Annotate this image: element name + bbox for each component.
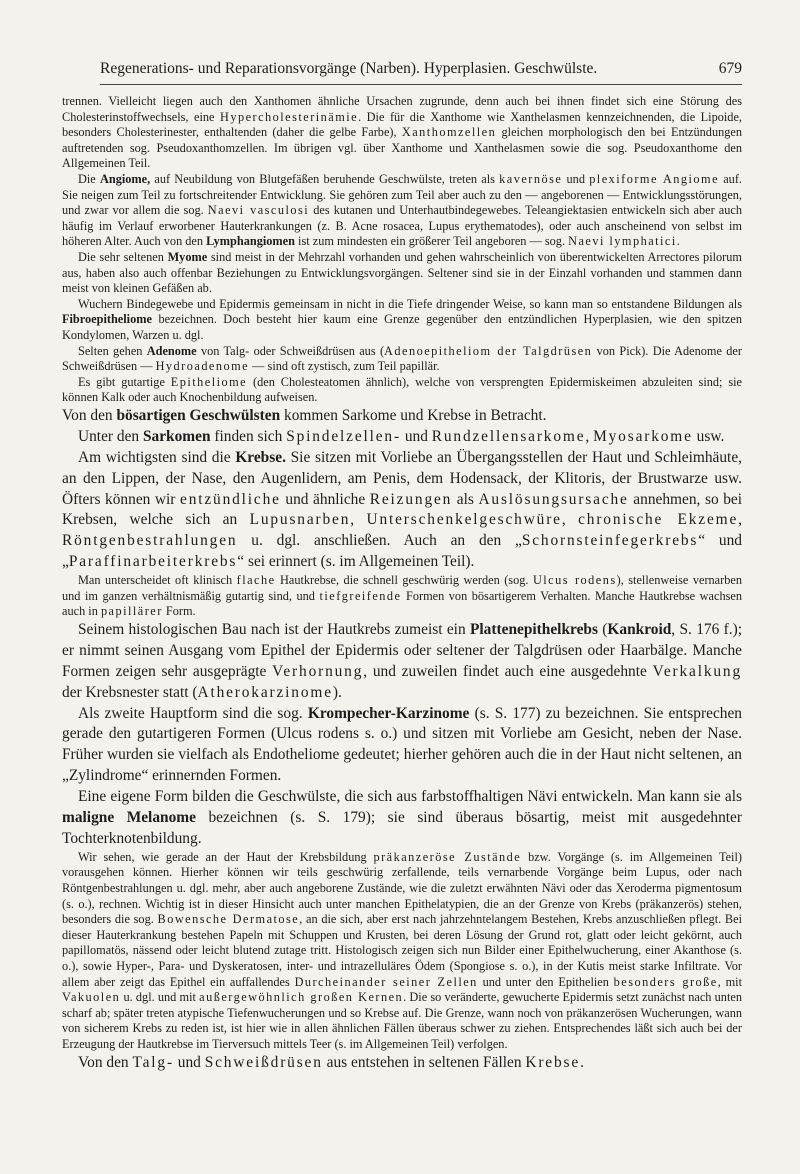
text-run: ), stellenweise vernarben und im ganzen verhältnismäßig gutartig sind, und <box>62 573 742 603</box>
text-run: finden sich <box>210 427 287 445</box>
spaced-term: Paraffinarbeiterkrebs <box>68 553 238 571</box>
bold-term: maligne Melanome <box>62 809 196 827</box>
text-run: und unter den Epithelien <box>477 974 614 989</box>
text-run: Sie sitzen mit Vorliebe an Übergangsstellen der Haut und Schleimhäute, an den Lippen, der Nase, den Augenlidern, am Penis, dem Hodensack, der Klitoris, der Brustwarze usw. Öfters können wir <box>62 448 742 508</box>
text-run: aus entstehen in seltenen Fällen <box>322 1053 526 1071</box>
spaced-term: Naevi vasculosi <box>207 203 310 218</box>
text-run: Als zweite Hauptform sind die sog. <box>78 704 308 722</box>
text-run: von Pick). Die Adenome der Schweißdrüsen — <box>62 343 742 374</box>
paragraph <box>62 427 742 448</box>
text-run: von Talg- oder Schweißdrüsen aus ( <box>196 343 385 358</box>
text-run: — sind oft zystisch, zum Teil papillär. <box>249 359 440 374</box>
spaced-term: Talg- <box>132 1053 174 1071</box>
spaced-term: außergewöhnlich großen Kernen <box>199 990 404 1005</box>
text-run: als <box>452 490 479 508</box>
paragraph <box>62 620 742 704</box>
text-run: , an die sich, aber erst nach jahrzehntelangem Bestehen, Krebs anzuschließen pflegt. Bei dieser Hauterkrankung bestehen Papeln mit Schuppen und Krusten, bei deren Lösung der Grund rot, glatt oder leicht gekörnt, auch papillomatös, nässend oder leicht blutend zutage tritt. Histologisch zeigen sich nun Bilder einer Epithelwucherung, einer Akanthose (s. o.), sowie Hyper-, Para- und Dyskeratosen, inter- und intrazelluläres Ödem (Spongiose s. o.), in der Kutis meist starke Infiltrate. Vor allem aber zeigt das Epithel ein auffallendes <box>62 912 742 989</box>
bold-term: Angiome, <box>99 171 151 186</box>
bold-term: Kankroid <box>607 620 672 638</box>
text-run: und <box>400 427 432 445</box>
running-title: Regenerations- und Reparationsvorgänge (Narben). Hyperplasien. Geschwülste. <box>100 60 598 77</box>
spaced-term: Bowensche Dermatose <box>157 912 300 927</box>
spaced-term: Vakuolen <box>62 990 121 1005</box>
text-run: , <box>561 511 579 529</box>
text-run: trennen. Vielleicht liegen auch den Xanthomen ähnliche Ursachen zugrunde, denn auch bei ihnen findet sich eine Störung des Cholesterinstoffwechsels, eine <box>62 94 742 124</box>
text-run: . <box>580 1053 584 1071</box>
bold-term: Myome <box>167 249 208 264</box>
bold-term: Adenome <box>146 343 197 358</box>
text-run: und <box>173 1053 205 1071</box>
spaced-term: Lupusnarben <box>249 511 351 529</box>
text-run: Wir sehen, wie gerade an der Haut der Krebsbildung <box>78 849 374 864</box>
text-run: auf Neubildung von Blutgefäßen beruhende Geschwülste, treten als <box>150 171 500 186</box>
text-run: , mit <box>717 974 742 989</box>
spaced-term: entzündliche <box>180 490 281 508</box>
text-run: usw. <box>692 427 725 445</box>
text-run: (den Cholesteatomen ähnlich), welche von versprengten Epidermiskeimen abzuleiten sind; sie können Kalk oder auch Knochenbildung aufweisen. <box>62 374 742 405</box>
spaced-term: kavernöse <box>499 171 563 186</box>
text-run: gleichen morphologisch den bei Entzündungen auftretenden sog. Pseudoxanthomzellen. Im übrigen vgl. über Xanthome und Xanthelasmen sowie die sog. Pseudoxanthome den Allgemeinen Teil. <box>62 125 742 171</box>
text-run: , <box>585 427 594 445</box>
paragraph <box>62 406 742 427</box>
text-run: Die sehr seltenen <box>78 249 168 264</box>
text-run: annehmen, so bei Krebsen, welche sich an <box>62 490 743 529</box>
paragraph <box>62 1053 742 1074</box>
body-text <box>62 94 742 1074</box>
text-run: Die <box>78 171 100 186</box>
text-run: ). <box>332 683 342 701</box>
text-run: Es gibt gutartige <box>78 374 171 389</box>
spaced-term: Reizungen <box>369 490 453 508</box>
paragraph <box>62 250 742 297</box>
spaced-term: Atherokarzinome <box>197 683 333 701</box>
text-run: “ und „ <box>62 532 742 571</box>
spaced-term: tiefgreifende <box>319 588 402 603</box>
spaced-term: Verhornung <box>272 662 364 680</box>
paragraph <box>62 448 742 573</box>
spaced-term: Naevi lymphatici <box>568 234 677 249</box>
spaced-term: Hypercholesterinämie <box>219 109 359 124</box>
bold-term: Krompecher-Karzinome <box>307 704 470 722</box>
text-run: Von den <box>78 1053 133 1071</box>
text-run: Man unterscheidet oft klinisch <box>78 573 237 588</box>
spaced-term: chronische Ekzeme <box>578 511 739 529</box>
text-run: bzw. Vorgänge (s. im Allgemeinen Teil) vorausgehen können. Hierher können wir teils geschwürig zerfallende, teils vernarbende Vorgänge beim Lupus, oder nach Röntgenbestrahlungen u. dgl. mehr, aber auch angeborene Zustände, wie die zuletzt erwähnten Nävi oder das Xeroderma pigmentosum (s. o.), rechnen. Wichtig ist in dieser Hinsicht auch unter manchen Epithelatypien, die an der Grenze von Krebs (präkanzerös) stehen, besonders die sog. <box>62 849 742 927</box>
spaced-term: präkanzeröse Zustände <box>373 849 522 864</box>
text-run: . <box>676 234 680 249</box>
paragraph <box>62 704 742 788</box>
spaced-term: Epitheliome <box>170 374 248 389</box>
text-run: Von den <box>62 406 117 424</box>
running-header <box>100 60 742 84</box>
spaced-term: besonders große <box>613 974 718 989</box>
text-run: , <box>738 511 742 529</box>
text-run: u. dgl. und mit <box>120 990 200 1005</box>
spaced-term: Verkalkung <box>652 662 742 680</box>
spaced-term: Xanthomzellen <box>401 125 497 140</box>
paragraph <box>62 172 742 250</box>
text-run: kommen Sarkome und Krebse in Betracht. <box>280 406 547 424</box>
text-run: , <box>350 511 367 529</box>
text-run: Unter den <box>78 427 143 445</box>
spaced-term: Spindelzellen- <box>286 427 401 445</box>
spaced-term: Schweißdrüsen <box>204 1053 323 1071</box>
spaced-term: Krebse <box>525 1053 581 1071</box>
spaced-term: flache <box>236 573 276 588</box>
text-run: bezeichnen. Doch besteht hier kaum eine Grenze gegenüber den entzündlichen Hyperplasien, wie den spitzen Kondylomen, Warzen u. dgl. <box>62 312 742 342</box>
text-run: und ähnliche <box>280 490 370 508</box>
paragraph <box>62 850 742 1053</box>
spaced-term: Auslösungsursache <box>478 490 629 508</box>
spaced-term: Myosarkome <box>593 427 693 445</box>
spaced-term: papillärer <box>100 604 163 619</box>
spaced-term: Ulcus rodens <box>532 573 617 588</box>
spaced-term: Adenoepitheliom der Talgdrüsen <box>384 343 593 358</box>
text-run: , und zuweilen findet auch eine ausgedehnte <box>363 662 653 680</box>
text-run: ( <box>597 620 608 638</box>
spaced-term: Röntgenbestrahlungen <box>62 532 238 550</box>
text-run: (s. S. 177) zu bezeichnen. Sie entsprechen gerade den gutartigeren Formen (Ulcus rodens s. o.) und sitzen mit Vorliebe am Gesicht, neben der Nase. Früher wurden sie vielfach als Endotheliome gedeutet; hierher gehören auch die in der Haut nicht seltenen, an „Zylindrome“ erinnernden Formen. <box>62 704 743 785</box>
bold-term: Sarkomen <box>142 427 211 445</box>
text-run: und <box>562 171 590 186</box>
text-run: des kutanen und Unterhautbindegewebes. Teleangiektasien entwickeln sich aber auch häufig im Verlauf erworbener Hauterkrankungen (z. B. Acne rosacea, Lupus erythematodes), oder auch anscheinend von selbst im höheren Alter. Auch von den <box>62 203 742 249</box>
paragraph <box>62 94 742 172</box>
text-run: ist zum mindesten ein größerer Teil angeboren — sog. <box>294 234 569 249</box>
paragraph <box>62 344 742 375</box>
spaced-term: plexiforme Angiome <box>589 171 720 186</box>
text-run: Hautkrebse, die schnell geschwürig werden (sog. <box>275 573 533 588</box>
bold-term: Krebse. <box>235 448 286 466</box>
text-run: Eine eigene Form bilden die Geschwülste, die sich aus farbstoffhaltigen Nävi entwickeln. Man kann sie als <box>78 788 742 806</box>
paragraph <box>62 573 742 620</box>
text-run: . Die für die Xanthome wie Xanthelasmen kennzeichnenden, die Lipoide, besonders Cholesterinester, enthaltenden (daher die gelbe Farbe), <box>62 109 742 140</box>
header-rule <box>100 84 742 85</box>
paragraph <box>62 297 742 344</box>
text-run: Wuchern Bindegewebe und Epidermis gemeinsam in nicht in die Tiefe dringender Weise, so kann man so entstandene Bildungen als <box>78 296 742 311</box>
text-run: bezeichnen (s. S. 179); sie sind überaus bösartig, meist mit ausgedehnter Tochterknotenbildung. <box>62 809 742 847</box>
spaced-term: Schornsteinfegerkrebs <box>521 532 699 550</box>
text-run: der Krebsnester statt ( <box>62 683 198 701</box>
text-run: Formen von bösartigerem Verhalten. Manche Hautkrebse wachsen auch in <box>62 588 742 619</box>
bold-term: Plattenepithelkrebs <box>469 620 598 638</box>
text-run: Form. <box>162 604 196 619</box>
text-run: auf. Sie neigen zum Teil zu fortschreitender Entwicklung. Sie gehören zum Teil aber auch zu den — angeborenen — Entwicklungsstörungen, und zwar vor allem die sog. <box>62 171 743 218</box>
text-run: Seinem histologischen Bau nach ist der Hautkrebs zumeist ein <box>78 620 470 638</box>
spaced-term: Unterschenkelgeschwüre <box>366 511 562 529</box>
spaced-term: Rundzellensarkome <box>431 427 586 445</box>
spaced-term: Hydroadenome <box>155 359 250 374</box>
spaced-term: Durcheinander seiner Zellen <box>294 974 478 989</box>
text-run: u. dgl. anschließen. Auch an den „ <box>237 532 522 550</box>
bold-term: bösartigen Geschwülsten <box>116 406 281 424</box>
text-run: Selten gehen <box>78 343 147 358</box>
paragraph <box>62 787 742 850</box>
bold-term: Lymphangiomen <box>206 234 295 249</box>
paragraph <box>62 375 742 406</box>
page-number: 679 <box>718 60 742 77</box>
text-run: sind meist in der Mehrzahl vorhanden und gehen wahrscheinlich von überentwickelten Arrectores pilorum aus, haben also auch offenbar Beziehungen zu Entwicklungsvorgängen. Seltener sind sie in der Einzahl vorhanden und stammen dann meist von kleinen Gefäßen ab. <box>62 249 742 296</box>
text-run: “ sei erinnert (s. im Allgemeinen Teil). <box>237 553 475 571</box>
text-run: , S. 176 f.); er nimmt seinen Ausgang vom Epithel der Epidermis oder seltener der Talgdrüsen oder Haarbälge. Manche Formen zeigen sehr ausgeprägte <box>62 620 742 680</box>
bold-term: Fibroepitheliome <box>62 312 152 327</box>
text-run: . Die so veränderte, gewucherte Epidermis setzt zunächst nach unten scharf ab; später treten atypische Tiefenwucherungen und so Krebse auf. Die Grenze, wann noch von präkanzerösen Wucherungen, wann von sicherem Krebs zu reden ist, ist hier wie in allen ähnlichen Fällen überaus schwer zu ziehen. Entsprechendes läßt sich auch bei der Erzeugung der Hautkrebse im Tierversuch mittels Teer (s. im Allgemeinen Teil) verfolgen. <box>62 990 742 1051</box>
text-run: Am wichtigsten sind die <box>78 448 236 466</box>
